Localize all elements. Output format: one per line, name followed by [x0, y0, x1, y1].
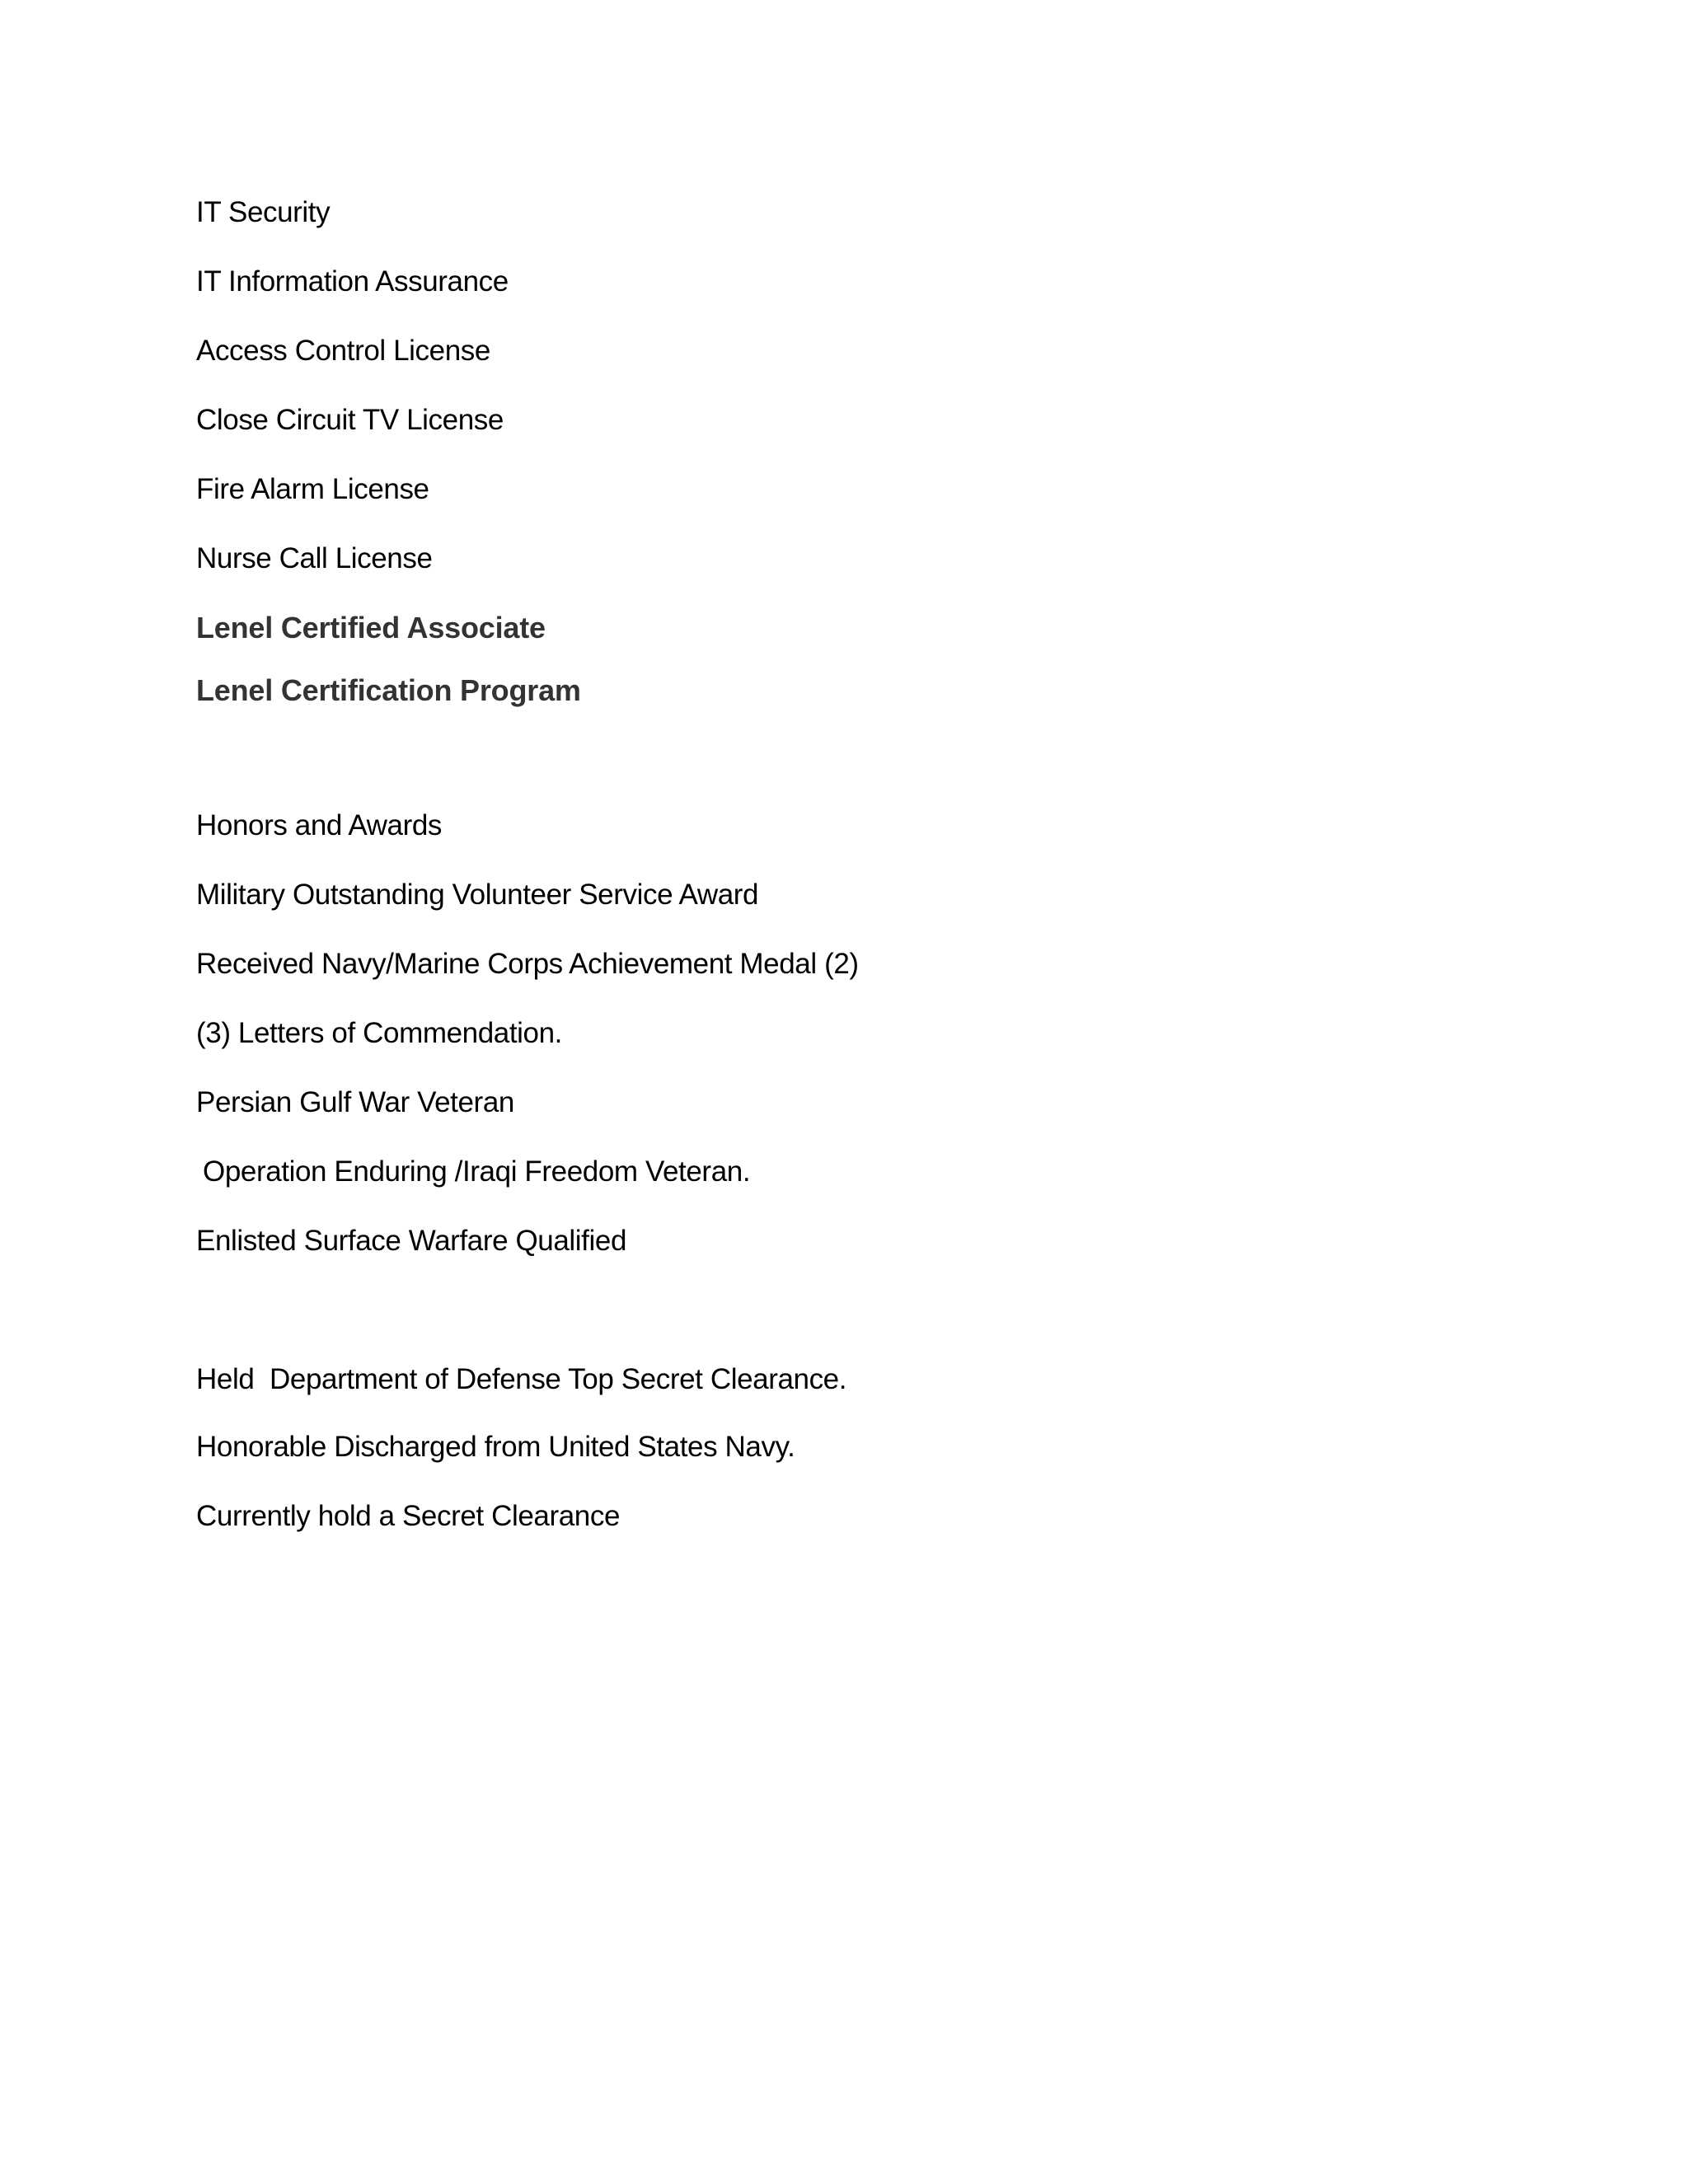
- clearance-item: Held Department of Defense Top Secret Clearance.: [196, 1363, 847, 1395]
- clearance-item: Currently hold a Secret Clearance: [196, 1500, 621, 1532]
- cert-nurse-call-license: Nurse Call License: [196, 542, 433, 574]
- cert-fire-alarm-license: Fire Alarm License: [196, 473, 429, 505]
- honor-item: (3) Letters of Commendation.: [196, 1017, 563, 1049]
- cert-access-control-license: Access Control License: [196, 335, 490, 367]
- honor-item: Received Navy/Marine Corps Achievement Medal (2): [196, 948, 859, 980]
- clearance-item: Honorable Discharged from United States Navy.: [196, 1431, 795, 1463]
- honor-item: Operation Enduring /Iraqi Freedom Veteran.: [203, 1155, 751, 1188]
- cert-it-security: IT Security: [196, 196, 331, 228]
- cert-it-information-assurance: IT Information Assurance: [196, 265, 509, 298]
- honors-heading: Honors and Awards: [196, 809, 443, 841]
- honor-item: Enlisted Surface Warfare Qualified: [196, 1225, 627, 1257]
- honor-item: Military Outstanding Volunteer Service Award: [196, 879, 759, 911]
- honor-item: Persian Gulf War Veteran: [196, 1086, 514, 1118]
- cert-cctv-license: Close Circuit TV License: [196, 404, 504, 436]
- lenel-certification-program: Lenel Certification Program: [196, 673, 581, 707]
- lenel-certified-associate: Lenel Certified Associate: [196, 611, 546, 644]
